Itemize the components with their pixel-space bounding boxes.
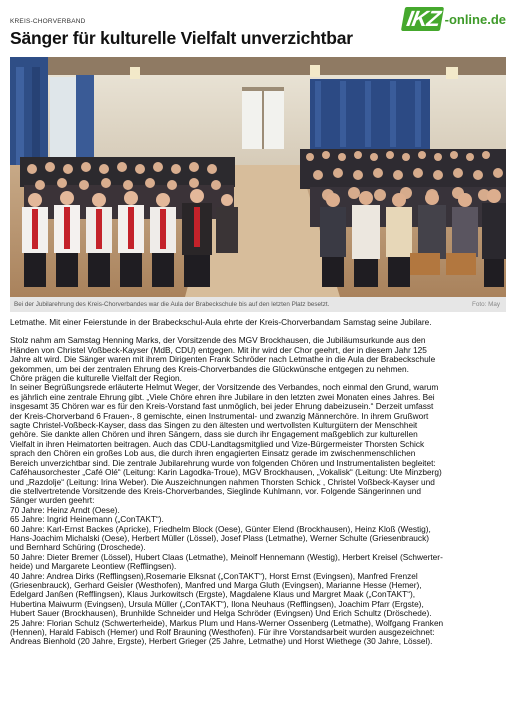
article-line: und „Razdolje“ (Leitung: Irina Weber). Die Auszeichnungen nahmen Thorsten Schick , Christel Voßbeck-Kayser und <box>10 476 435 487</box>
article-line: Stolz nahm am Samstag Henning Marks, der Vorsitzende des MGV Brockhausen, die Jubiläumsurkunde aus den <box>10 335 426 346</box>
article-line: und Bernhard Schüring (Droschede). <box>10 542 146 553</box>
article-line: 25 Jahre: Florian Schulz (Schwerterheide), Markus Plum und Hans-Werner Ossenberg (Letmathe), Wolfgang Franken <box>10 617 444 628</box>
article-line: es jährlich eine zentrale Ehrung gibt. „Viele Chöre ehren ihre Jubilare in den letzten zwei Monaten eines Jahres. Bei <box>10 391 435 402</box>
article-body <box>10 318 508 647</box>
article-line: 65 Jahre: Ingrid Heinemann („ConTAKT“). <box>10 514 164 525</box>
article-line: Händen von Christel Voßbeck-Kayser (MdB, CDU) entgegen. Mit ihr wird der Chor geehrt, der in diesem Jahr 125 <box>10 344 427 355</box>
headline: Sänger für kulturelle Vielfalt unverzichtbar <box>10 28 353 48</box>
article-line: Andreas Bienhold (20 Jahre, Ergste), Herbert Grieger (25 Jahre, Letmathe) und Horst Wiethege (30 Jahre, Lössel). <box>10 636 433 647</box>
article-line: insgesamt 35 Chören war es für den Kreis-Vorstand fast unmöglich, bei jeder Ehrung dabeizusein.“ Derzeit umfasst <box>10 401 434 412</box>
article-line: Jahre alt wird. Die Sänger waren mit ihrem Dirigenten Frank Schröder nach Letmathe in die Aula der Brabeckschule <box>10 354 436 365</box>
article-line: (Griesenbrauck), Gerhard Geisler (Westhofen), Manfred und Marga Gluth (Evingsen), Marianne Hesse (Hemer), <box>10 579 422 590</box>
article-header <box>10 4 506 54</box>
article-line: In seiner Begrüßungsrede erläuterte Helmut Weger, der Vorsitzende des Verbandes, noch einmal den Grund, warum <box>10 382 439 393</box>
article-line: 70 Jahre: Heinz Arndt (Oese). <box>10 504 120 515</box>
article-line: sprach den Chören ein großes Lob aus, die durch ihren engagierten Einsatz gerade im zwischenmenschlichen <box>10 448 416 459</box>
rubric-label: KREIS-CHORVERBAND <box>10 18 86 25</box>
article-line: Edelgard Janßen (Refflingsen), Klaus Jurkowitsch (Ergste), Magdalene Klaus und Margret Maak („ConTAKT“), <box>10 589 416 600</box>
article-line: 50 Jahre: Dieter Bremer (Lössel), Hubert Claas (Letmathe), Meinolf Hennemann (Westig), Herbert Kreisel (Schwerter- <box>10 551 443 562</box>
article-line: Caféhausorchester „Café Olé“ (Leitung: Karin Lagodka-Troue), MGV Brockhausen, „Vokalisk“ (Leitung: Ute Minzberg) <box>10 467 442 478</box>
article-line: gekommen, um bei der zentralen Ehrung des Kreis-Chorverbandes die Glückwünsche entgegen zu nehmen. <box>10 363 409 374</box>
article-line: gehöre. Sie dankte allen Chören und ihren Sängern, dass sie durch ihr Engagement maßgeblich zur kulturellen <box>10 429 418 440</box>
article-line: 40 Jahre: Andrea Dirks (Refflingsen),Rosemarie Elksnat („ConTAKT“), Horst Ernst (Evingsen), Manfred Frenzel <box>10 570 418 581</box>
logo-mark: IKZ <box>401 7 445 31</box>
caption-text: Bei der Jubilarehrung des Kreis-Chorverbandes war die Aula der Brabeckschule bis auf den letzten Platz besetzt. <box>14 301 330 308</box>
article-lead: Letmathe. Mit einer Feierstunde in der Brabeckschul-Aula ehrte der Kreis-Chorverbandam Samstag seine Jubilare. <box>10 317 432 327</box>
article-line: heide) und Margarete Leontiew (Refflingsen). <box>10 561 177 572</box>
photo-credit: Foto: May <box>472 301 500 308</box>
article-line: Hans-Joachim Michalski (Oese), Herbert Müller (Lössel), Josef Plass (Letmathe), Werner Schulte (Griesenbrauck) <box>10 532 429 543</box>
article-line: Chöre prägen die kulturelle Vielfalt der Region. <box>10 373 182 384</box>
article-line: Hubert Sauer (Brockhausen), Brunhilde Schneider und Helga Schröder (Evingsen) Und Erich Schultz (Dröschede). <box>10 608 432 619</box>
article-line: (Hennen), Harald Fabisch (Hemer) und Rolf Brauning (Westhofen). Für ihre Vorstandsarbeit wurden ausgezeichnet: <box>10 627 435 637</box>
ikz-online-logo[interactable] <box>403 6 506 32</box>
choir-hall-photo <box>10 57 506 297</box>
logo-suffix: -online.de <box>444 11 506 27</box>
article-line: Bereich unverzichtbar sind. Die zentrale Jubilarehrung wurde von folgenden Chören und Instrumentalisten begleitet: <box>10 457 436 468</box>
article-line: 60 Jahre: Karl-Ernst Backes (Apricke), Friedhelm Block (Oese), Günter Elend (Brockhausen), Heinz Kloß (Westig), <box>10 523 431 534</box>
photo-caption <box>10 297 506 312</box>
article-line: Vielfalt in ihren Heimatorten beitragen. Auch das CDU-Landtagsmitglied und Vize-Bürgermeister Thorsten Schick <box>10 438 425 449</box>
article-line: die stellvertretende Vorsitzende des Kreis-Chorverbandes, Sieglinde Kuhlmann, vor. Folgende Sängerinnen und <box>10 485 421 496</box>
choir-hall-illustration <box>10 57 506 297</box>
article-line: Hubertina Maiwurm (Evingsen), Ursula Müller („ConTAKT“), Ilona Neuhaus (Refflingsen), Joachim Pfarr (Ergste), <box>10 598 424 609</box>
article-line: der Kreis-Chorverband 6 Frauen-, 8 gemischte, einen Instrumental- und zwanzig Männerchöre. In ihrem Grußwort <box>10 410 429 421</box>
article-line: Sänger wurden geehrt: <box>10 495 95 506</box>
article-line: sagte Christel-Voßbeck-Kayser, dass das Singen zu den ältesten und wertvollsten Kulturgütern der Menschheit <box>10 420 418 431</box>
